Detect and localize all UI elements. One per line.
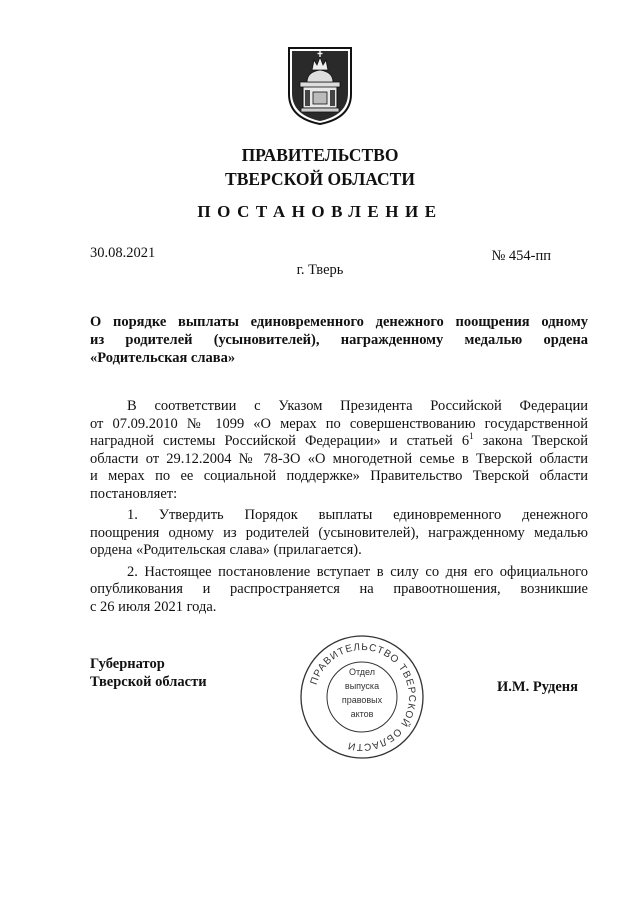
document-type-heading: ПОСТАНОВЛЕНИЕ: [197, 202, 443, 221]
body-line: [90, 433, 588, 451]
stamp-ring-text: ПРАВИТЕЛЬСТВО ТВЕРСКОЙ ОБЛАСТИ: [308, 641, 418, 753]
stamp-text: актов: [350, 709, 374, 719]
document-body: [90, 398, 588, 616]
document-number: № 454-пп: [491, 248, 551, 264]
body-line: с 26 июля 2021 года.: [90, 598, 217, 615]
body-line: поощрения одному из родителей (усыновителей), награжденному медалью: [90, 524, 588, 541]
government-title-line1: ПРАВИТЕЛЬСТВО: [241, 145, 399, 165]
signatory-position-line1: Губернатор: [90, 656, 165, 672]
stamp-text: Отдел: [348, 667, 376, 677]
government-title-line2: ТВЕРСКОЙ ОБЛАСТИ: [225, 169, 415, 189]
subject-line: «Родительская слава»: [90, 350, 236, 366]
body-line: от 07.09.2010 № 1099 «О мерах по совершенствованию государственной: [90, 415, 588, 432]
body-line: 2. Настоящее постановление вступает в силу со дня его официального: [127, 563, 588, 580]
superscript: 1: [469, 431, 474, 442]
body-line: ордена «Родительская слава» (прилагается).: [90, 542, 362, 558]
government-title: [0, 143, 640, 191]
subject-line: О порядке выплаты единовременного денежного поощрения одному: [90, 314, 588, 330]
body-line: и мерах по ее социальной поддержке» Правительство Тверской области: [90, 468, 588, 484]
signatory-name: И.М. Руденя: [497, 679, 579, 695]
document-subject: [90, 313, 588, 367]
body-line: 1. Утвердить Порядок выплаты единовременного денежного: [127, 507, 588, 523]
stamp-text: правовых: [341, 695, 383, 705]
subject-line: из родителей (усыновителей), награжденному медалью ордена: [90, 332, 588, 348]
stamp-text: выпуска: [344, 681, 380, 691]
signatory-position: [90, 655, 207, 691]
body-text: наградной системы Российской Федерации» и статьей 6: [90, 433, 470, 449]
official-stamp: [298, 633, 426, 761]
body-line: В соответствии с Указом Президента Российской Федерации: [127, 398, 588, 414]
document-city: г. Тверь: [296, 262, 344, 278]
body-line: постановляет:: [90, 485, 178, 502]
document-date: 30.08.2021: [90, 245, 156, 261]
body-text: закона Тверской: [473, 433, 588, 449]
signatory-position-line2: Тверской области: [90, 674, 207, 690]
body-line: области от 29.12.2004 № 78-ЗО «О многодетной семье в Тверской области: [90, 450, 588, 467]
coat-of-arms-emblem: [287, 46, 353, 126]
body-line: опубликования и распространяется на правоотношения, возникшие: [90, 581, 588, 597]
